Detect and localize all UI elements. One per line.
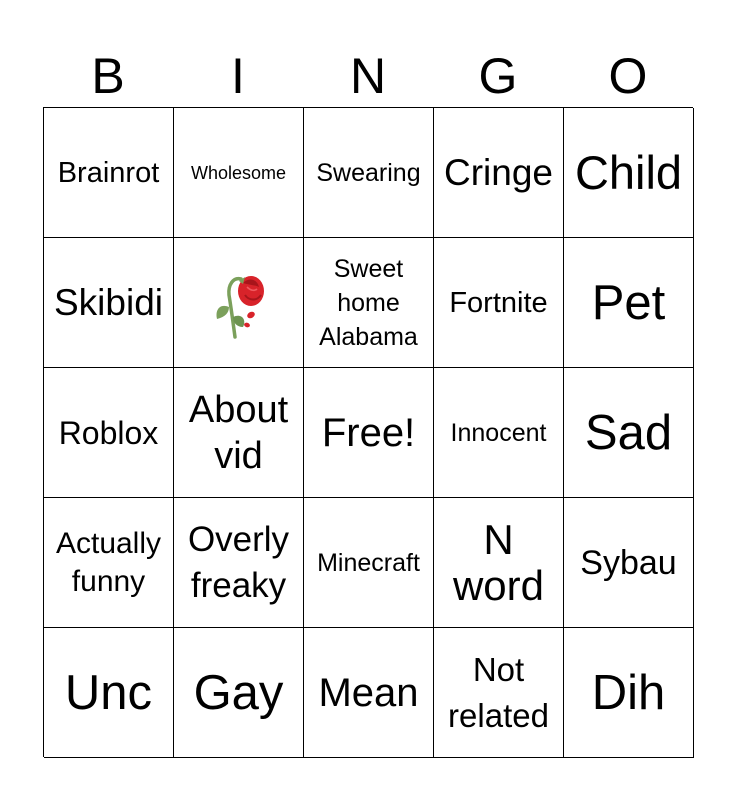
cell-label: N word	[452, 515, 545, 609]
free-space-cell[interactable]	[304, 368, 434, 498]
bingo-cell[interactable]	[564, 628, 694, 758]
bingo-cell[interactable]	[174, 368, 304, 498]
bingo-cell[interactable]	[44, 498, 174, 628]
cell-label: Not related	[448, 650, 549, 734]
bingo-board	[43, 107, 693, 757]
bingo-cell[interactable]	[564, 108, 694, 238]
cell-label: Cringe	[444, 151, 553, 193]
cell-label: Swearing	[316, 158, 421, 187]
bingo-header	[43, 48, 693, 104]
bingo-cell[interactable]	[434, 628, 564, 758]
cell-label: Dih	[591, 665, 666, 720]
bingo-cell[interactable]	[564, 238, 694, 368]
cell-label: Skibidi	[54, 281, 163, 323]
header-letter-g: G	[478, 48, 518, 104]
bingo-cell[interactable]	[174, 238, 304, 368]
cell-label: Wholesome	[190, 162, 287, 183]
cell-label: Mean	[318, 670, 419, 715]
bingo-cell[interactable]	[304, 628, 434, 758]
bingo-cell[interactable]	[174, 108, 304, 238]
header-letter-b: B	[91, 48, 125, 104]
cell-label: Sybau	[580, 543, 677, 582]
header-letter-o: O	[608, 48, 648, 104]
bingo-cell[interactable]	[44, 108, 174, 238]
cell-label: Unc	[64, 665, 153, 720]
bingo-cell[interactable]	[434, 238, 564, 368]
cell-label: Minecraft	[317, 548, 420, 577]
cell-label: Actually funny	[55, 526, 162, 598]
free-space-label: Free!	[321, 410, 416, 455]
cell-label: Sweet home Alabama	[319, 254, 418, 351]
cell-label: Roblox	[58, 414, 159, 451]
cell-label: Pet	[591, 275, 666, 330]
cell-label: About vid	[188, 388, 289, 477]
cell-label: Overly freaky	[187, 519, 290, 605]
bingo-cell[interactable]	[44, 628, 174, 758]
wilted-rose-icon	[207, 267, 271, 339]
bingo-cell[interactable]	[304, 498, 434, 628]
cell-label: Sad	[584, 405, 673, 460]
header-letter-i: I	[231, 48, 245, 104]
cell-label: Child	[574, 145, 683, 199]
bingo-cell[interactable]	[304, 108, 434, 238]
cell-label: Fortnite	[449, 286, 548, 319]
bingo-cell[interactable]	[564, 498, 694, 628]
bingo-cell[interactable]	[44, 238, 174, 368]
bingo-cell[interactable]	[174, 498, 304, 628]
bingo-cell[interactable]	[434, 368, 564, 498]
bingo-cell[interactable]	[44, 368, 174, 498]
cell-label: Brainrot	[57, 156, 160, 189]
bingo-cell[interactable]	[434, 498, 564, 628]
bingo-cell[interactable]	[564, 368, 694, 498]
bingo-cell[interactable]	[304, 238, 434, 368]
cell-label: Innocent	[450, 418, 547, 447]
bingo-cell[interactable]	[434, 108, 564, 238]
bingo-cell[interactable]	[174, 628, 304, 758]
header-letter-n: N	[349, 48, 387, 104]
cell-label: Gay	[193, 665, 284, 720]
